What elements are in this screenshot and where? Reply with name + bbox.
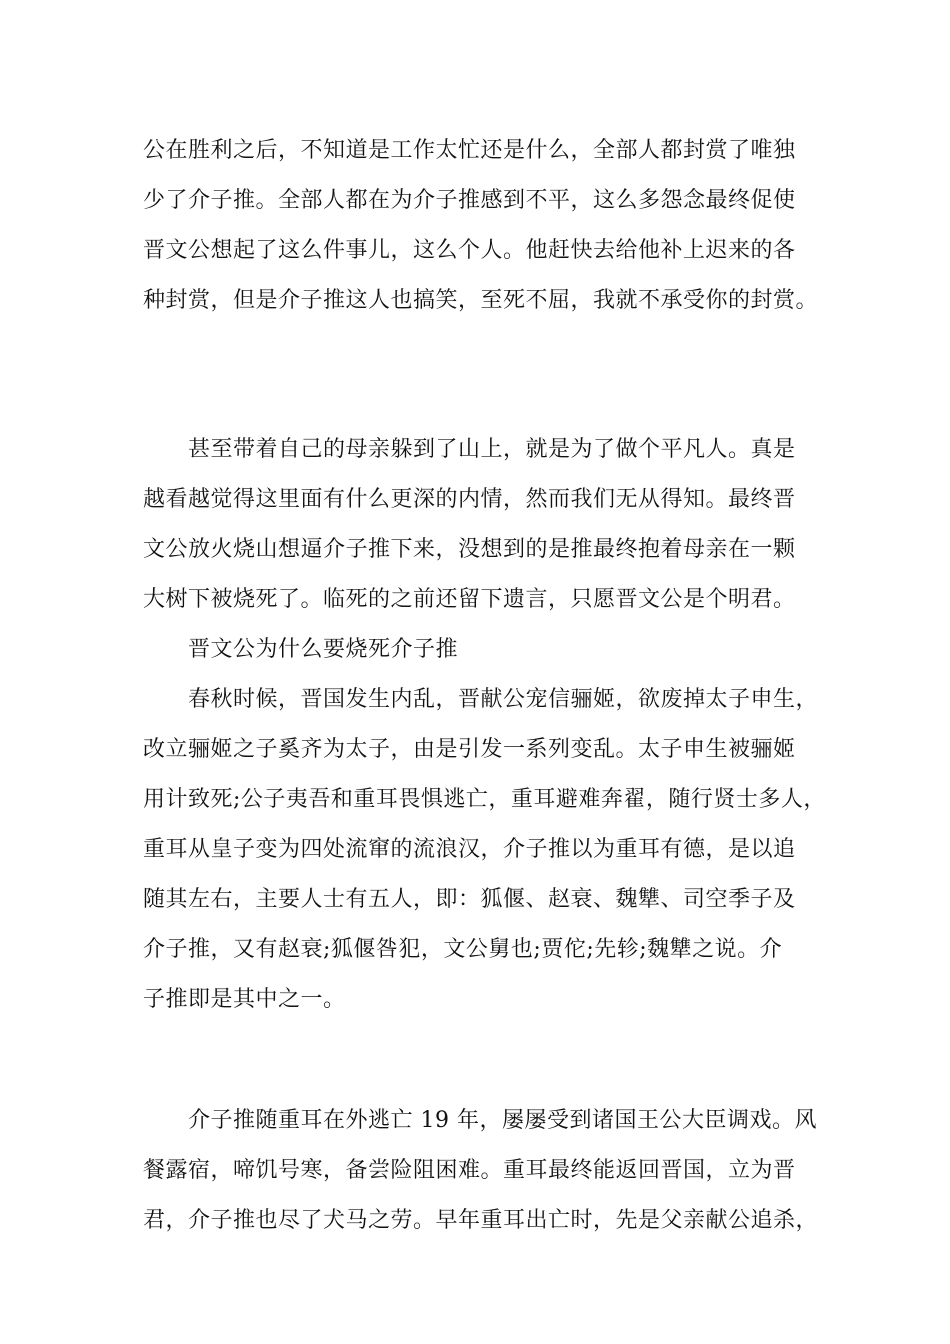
text-line: 子推即是其中之一。 bbox=[143, 987, 346, 1012]
heading-line: 晋文公为什么要烧死介子推 bbox=[188, 637, 459, 662]
text-line: 文公放火烧山想逼介子推下来，没想到的是推最终抱着母亲在一颗 bbox=[143, 537, 796, 562]
text-line: 少了介子推。全部人都在为介子推感到不平，这么多怨念最终促使 bbox=[143, 188, 796, 213]
text-line: 餐露宿，啼饥号寒，备尝险阻困难。重耳最终能返回晋国，立为晋 bbox=[143, 1158, 796, 1183]
text-line: 介子推，又有赵衰;狐偃咎犯，文公舅也;贾佗;先轸;魏犨之说。介 bbox=[143, 937, 783, 962]
paragraph-4 bbox=[143, 1096, 833, 1246]
text-line: 介子推随重耳在外逃亡 19 年，屡屡受到诸国王公大臣调戏。风 bbox=[188, 1108, 817, 1133]
text-line: 晋文公想起了这么件事儿，这么个人。他赶快去给他补上迟来的各 bbox=[143, 238, 796, 263]
text-line: 用计致死;公子夷吾和重耳畏惧逃亡，重耳避难奔翟，随行贤士多人， bbox=[143, 787, 826, 812]
text-line: 随其左右，主要人士有五人，即：狐偃、赵衰、魏犨、司空季子及 bbox=[143, 887, 796, 912]
text-line: 春秋时候，晋国发生内乱，晋献公宠信骊姬，欲废掉太子申生， bbox=[188, 687, 819, 712]
text-line: 大树下被烧死了。临死的之前还留下遗言，只愿晋文公是个明君。 bbox=[143, 587, 796, 612]
text-line: 甚至带着自己的母亲躲到了山上，就是为了做个平凡人。真是 bbox=[188, 437, 796, 462]
text-line: 公在胜利之后，不知道是工作太忙还是什么，全部人都封赏了唯独 bbox=[143, 138, 796, 163]
text-line: 君，介子推也尽了犬马之劳。早年重耳出亡时，先是父亲献公追杀， bbox=[143, 1208, 819, 1233]
paragraph-1 bbox=[143, 126, 833, 326]
paragraph-3 bbox=[143, 675, 833, 1025]
section-heading bbox=[143, 625, 833, 675]
text-line: 改立骊姬之子奚齐为太子，由是引发一系列变乱。太子申生被骊姬 bbox=[143, 737, 796, 762]
paragraph-2 bbox=[143, 425, 833, 625]
text-line: 重耳从皇子变为四处流窜的流浪汉，介子推以为重耳有德，是以追 bbox=[143, 837, 796, 862]
text-line: 越看越觉得这里面有什么更深的内情，然而我们无从得知。最终晋 bbox=[143, 487, 796, 512]
text-line: 种封赏，但是介子推这人也搞笑，至死不屈，我就不承受你的封赏。 bbox=[143, 288, 819, 313]
